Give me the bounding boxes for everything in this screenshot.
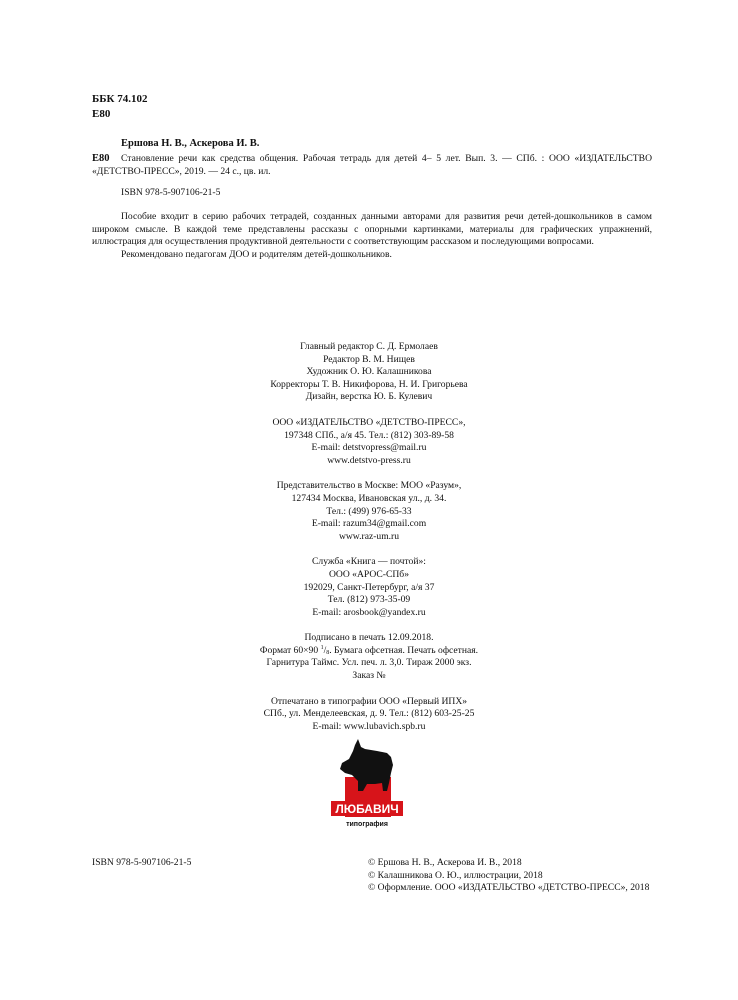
publisher-address: 197348 СПб., а/я 45. Тел.: (812) 303-89-58 (284, 429, 454, 441)
printer-info (209, 696, 529, 734)
moscow-office-address: 127434 Москва, Ивановская ул., д. 34. (291, 492, 447, 504)
annotation (92, 211, 652, 261)
copyright-authors: © Ершова Н. В., Аскерова И. В., 2018 (368, 857, 522, 868)
format-suffix: . Бумага офсетная. Печать офсетная. (329, 644, 479, 656)
printer-name: Отпечатано в типографии ООО «Первый ИПХ» (270, 695, 468, 707)
logo-subtitle: типография (346, 821, 388, 828)
author-mark: Е80 (92, 108, 111, 120)
moscow-office-website: www.raz-um.ru (338, 530, 400, 542)
publisher-info (209, 417, 529, 467)
mail-service-email: E-mail: arosbook@yandex.ru (312, 606, 426, 618)
annotation-paragraph: Пособие входит в серию рабочих тетрадей, созданных данными авторами для развития речи детей-дошкольников в самом широком смысле. В каждой теме представлены рассказы с опорными картинками, материалы для графических упражнений, иллюстрация для осуществления продуктивной деятельности с соответствующим рассказом и последующими вопросами. (92, 211, 652, 248)
publisher-name: ООО «ИЗДАТЕЛЬСТВО «ДЕТСТВО-ПРЕСС», (272, 416, 466, 428)
typeface-line: Гарнитура Таймс. Усл. печ. л. 3,0. Тираж 2000 экз. (266, 657, 472, 669)
catalog-isbn: ISBN 978-5-907106-21-5 (121, 187, 221, 198)
format-denominator: 8 (326, 649, 330, 656)
imprint (209, 341, 529, 746)
format-line: Формат 60×90 $^1/_8$. Бумага офсетная. Печать офсетная. (259, 644, 479, 656)
lubavich-logo (331, 737, 403, 829)
staff-artist: Художник О. Ю. Калашникова (306, 366, 432, 378)
catalog-author: Ершова Н. В., Аскерова И. В. (121, 138, 260, 149)
moscow-office-email: E-mail: razum34@gmail.com (311, 518, 427, 530)
copyright-block (368, 857, 649, 895)
logo-name: ЛЮБАВИЧ (335, 802, 399, 816)
staff-proofreaders: Корректоры Т. В. Никифорова, Н. И. Григорьева (270, 378, 468, 390)
catalog-entry (92, 153, 652, 178)
bbk-index: ББК 74.102 (92, 93, 148, 105)
mail-service-company: ООО «АРОС-СПб» (328, 568, 409, 580)
moscow-office-phone: Тел.: (499) 976-65-33 (326, 505, 412, 517)
publisher-website: www.detstvo-press.ru (327, 454, 411, 466)
annotation-recommendation: Рекомендовано педагогам ДОО и родителям детей-дошкольников. (121, 248, 392, 260)
printer-address: СПб., ул. Менделеевская, д. 9. Тел.: (812) 603-25-25 (263, 708, 475, 720)
mail-service (209, 556, 529, 619)
scottish-terrier-icon (331, 737, 403, 829)
publisher-email: E-mail: detstvopress@mail.ru (311, 442, 427, 454)
moscow-office (209, 480, 529, 543)
footer-isbn: ISBN 978-5-907106-21-5 (92, 857, 192, 868)
catalog-description: Становление речи как средства общения. Рабочая тетрадь для детей 4– 5 лет. Вып. 3. — СПб. : ООО «ИЗДАТЕЛЬСТВО «ДЕТСТВО-ПРЕСС», 2019. — 24 с., цв. ил. (92, 153, 652, 177)
printer-email: E-mail: www.lubavich.spb.ru (312, 720, 426, 732)
catalog-code: Е80 (92, 153, 110, 164)
format-prefix: Формат 60×90 (259, 644, 319, 656)
mail-service-address: 192029, Санкт-Петербург, а/я 37 (303, 581, 435, 593)
staff-list (209, 341, 529, 404)
moscow-office-name: Представительство в Москве: МОО «Разум», (276, 480, 462, 492)
mail-service-phone: Тел. (812) 973-35-09 (327, 594, 411, 606)
staff-chief-editor: Главный редактор С. Д. Ермолаев (300, 341, 438, 352)
mail-service-title: Служба «Книга — почтой»: (312, 556, 426, 568)
classification-block (92, 92, 148, 122)
staff-editor: Редактор В. М. Нищев (323, 353, 415, 365)
staff-design: Дизайн, верстка Ю. Б. Кулевич (305, 391, 433, 403)
copyright-illustrations: © Калашникова О. Ю., иллюстрации, 2018 (368, 869, 543, 881)
format-numerator: 1 (320, 644, 324, 651)
signed-date: Подписано в печать 12.09.2018. (304, 632, 434, 644)
order-line: Заказ № (352, 670, 386, 682)
print-info (209, 632, 529, 682)
copyright-design: © Оформление. ООО «ИЗДАТЕЛЬСТВО «ДЕТСТВО-ПРЕСС», 2018 (368, 882, 650, 894)
